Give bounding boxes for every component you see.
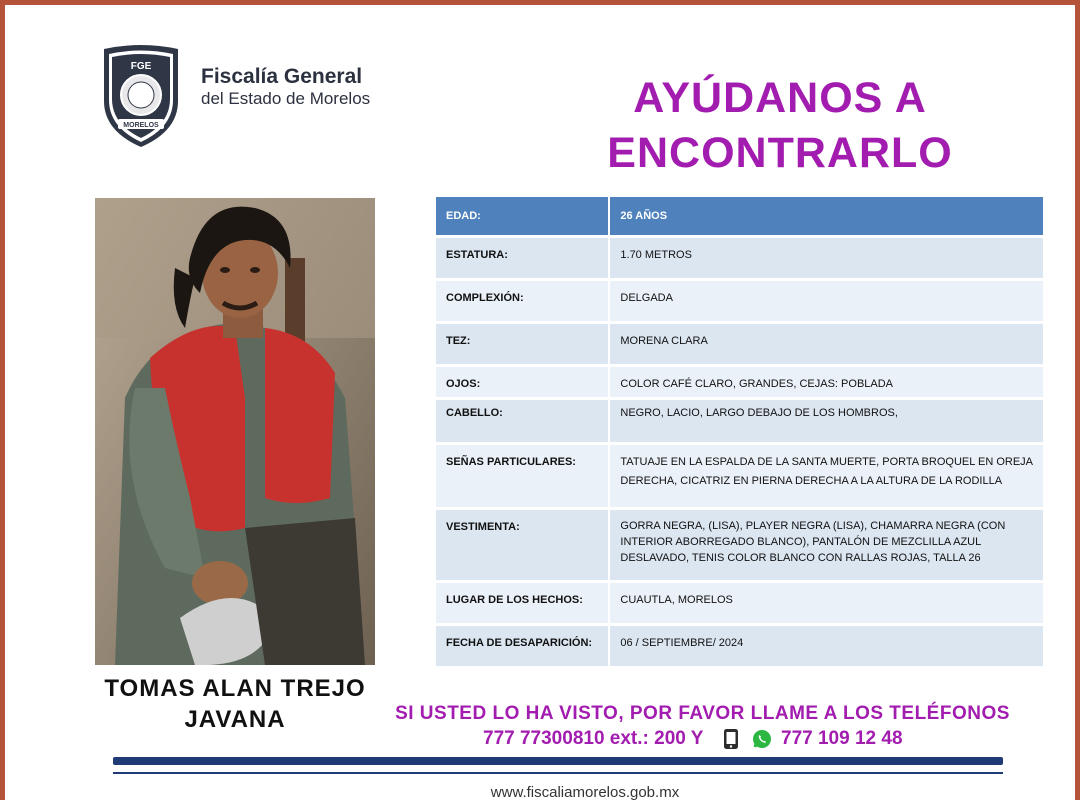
detail-value: MORENA CLARA (620, 335, 708, 347)
headline-line2: ENCONTRARLO (607, 129, 953, 177)
agency-line2: del Estado de Morelos (201, 89, 371, 108)
details-row-date (436, 626, 1043, 666)
detail-value: DELGADA (620, 292, 673, 304)
detail-label: SEÑAS PARTICULARES: (446, 456, 576, 468)
detail-value: CUAUTLA, MORELOS (620, 594, 733, 606)
details-table (436, 194, 1043, 669)
website-link[interactable]: www.fiscaliamorelos.gob.mx (490, 784, 680, 801)
missing-person-photo (95, 198, 375, 665)
contact-message: SI USTED LO HA VISTO, POR FAVOR LLAME A LOS TELÉFONOS (395, 703, 1010, 724)
details-row-eyes (436, 367, 1043, 397)
detail-value: TATUAJE EN LA ESPALDA DE LA SANTA MUERTE, PORTA BROQUEL EN OREJA DERECHA, CICATRIZ EN PIERNA DERECHA A LA ALTURA DE LA RODILLA (620, 456, 1034, 487)
detail-label: ESTATURA: (446, 249, 508, 261)
phone-number-office[interactable]: 777 77300810 ext.: 200 Y (483, 728, 704, 749)
detail-label: TEZ: (446, 335, 471, 347)
agency-line1: Fiscalía General (201, 65, 363, 88)
contact-phones (425, 726, 985, 752)
whatsapp-icon (752, 729, 772, 749)
details-row-location (436, 583, 1043, 623)
headline-line1: AYÚDANOS A (633, 74, 927, 122)
details-row-build (436, 281, 1043, 321)
logo-badge-text: FGE (130, 61, 152, 72)
detail-label: LUGAR DE LOS HECHOS: (446, 594, 583, 606)
detail-value: NEGRO, LACIO, LARGO DEBAJO DE LOS HOMBROS, (620, 407, 898, 419)
detail-value: 1.70 METROS (620, 249, 692, 261)
footer-line (113, 772, 1003, 774)
details-row-clothing (436, 510, 1043, 580)
details-row-age (436, 197, 1043, 235)
detail-value: GORRA NEGRA, (LISA), PLAYER NEGRA (LISA), CHAMARRA NEGRA (CON INTERIOR ABORREGADO BLANCO), PANTALÓN DE MEZCLILLA AZUL DESLAVADO, TENIS COLOR BLANCO CON RALLAS ROJAS, TALLA 26 (620, 520, 1006, 564)
details-row-height (436, 238, 1043, 278)
detail-value: 06 / SEPTIEMBRE/ 2024 (620, 637, 744, 649)
detail-label: OJOS: (446, 378, 481, 390)
phone-number-mobile[interactable]: 777 109 12 48 (781, 728, 903, 749)
detail-label: EDAD: (436, 197, 610, 235)
logo-ribbon-text: MORELOS (123, 122, 159, 129)
detail-label: VESTIMENTA: (446, 521, 520, 533)
headline (525, 71, 1035, 181)
details-row-marks (436, 445, 1043, 507)
name-line1: TOMAS ALAN TREJO (104, 675, 366, 702)
details-row-hair (436, 400, 1043, 442)
fge-shield-logo-icon (98, 43, 184, 149)
detail-label: FECHA DE DESAPARICIÓN: (446, 637, 593, 649)
detail-label: COMPLEXIÓN: (446, 292, 524, 304)
mobile-phone-icon (723, 728, 739, 750)
footer-bar (113, 757, 1003, 765)
agency-name (201, 65, 370, 109)
detail-label: CABELLO: (446, 407, 503, 419)
details-row-complexion (436, 324, 1043, 364)
name-line2: JAVANA (184, 706, 286, 733)
detail-value: 26 AÑOS (610, 197, 1043, 235)
missing-person-name (75, 673, 395, 735)
detail-value: COLOR CAFÉ CLARO, GRANDES, CEJAS: POBLADA (620, 378, 894, 390)
